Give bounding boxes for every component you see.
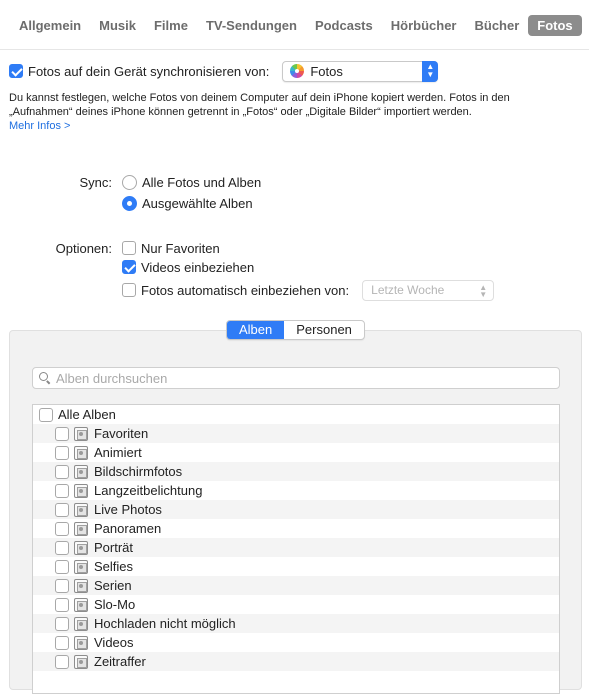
album-label: Animiert bbox=[94, 445, 142, 460]
album-icon bbox=[74, 560, 88, 574]
sync-mode-label: Sync: bbox=[79, 175, 112, 190]
album-search-field bbox=[32, 367, 560, 389]
album-label: Porträt bbox=[94, 540, 134, 555]
album-row[interactable] bbox=[33, 500, 559, 519]
album-label: Favoriten bbox=[94, 426, 149, 441]
videos-checkbox[interactable] bbox=[122, 260, 136, 274]
sync-all-radio[interactable] bbox=[122, 175, 137, 190]
album-label: Langzeitbelichtung bbox=[94, 483, 203, 498]
more-info-link[interactable]: Mehr Infos > bbox=[9, 120, 71, 132]
album-checkbox[interactable] bbox=[55, 579, 69, 593]
tab-hoerbuecher[interactable]: Hörbücher bbox=[390, 18, 457, 33]
sync-source-select[interactable] bbox=[282, 61, 438, 82]
album-label: Slo-Mo bbox=[94, 597, 136, 612]
all-albums-label: Alle Alben bbox=[58, 407, 116, 422]
album-checkbox[interactable] bbox=[55, 484, 69, 498]
album-row[interactable] bbox=[33, 462, 559, 481]
tabs bbox=[10, 15, 582, 36]
album-label: Hochladen nicht möglich bbox=[94, 616, 236, 631]
tab-bar bbox=[0, 0, 589, 50]
sync-photos-label: Fotos auf dein Gerät synchronisieren von: bbox=[28, 63, 270, 79]
album-label: Zeitraffer bbox=[94, 654, 146, 669]
all-albums-row[interactable] bbox=[33, 405, 559, 424]
select-arrows-icon: ▲ ▼ bbox=[422, 61, 438, 82]
sync-info-line-1: Du kannst festlegen, welche Fotos von deinem Computer auf dein iPhone kopiert werden. Fotos in den bbox=[9, 92, 510, 104]
album-icon bbox=[74, 484, 88, 498]
tab-filme[interactable]: Filme bbox=[153, 18, 188, 33]
album-icon bbox=[74, 636, 88, 650]
albums-people-segmented-control bbox=[226, 320, 365, 340]
album-row[interactable] bbox=[33, 519, 559, 538]
album-row[interactable] bbox=[33, 481, 559, 500]
favorites-label: Nur Favoriten bbox=[141, 240, 220, 256]
album-icon bbox=[74, 617, 88, 631]
album-icon bbox=[74, 465, 88, 479]
select-arrows-icon: ▲ ▼ bbox=[479, 282, 488, 299]
album-checkbox[interactable] bbox=[55, 465, 69, 479]
favorites-checkbox[interactable] bbox=[122, 241, 136, 255]
sync-selected-radio[interactable] bbox=[122, 196, 137, 211]
options-label: Optionen: bbox=[55, 241, 112, 256]
album-list bbox=[32, 404, 560, 694]
sync-info-text bbox=[9, 91, 579, 119]
tab-allgemein[interactable]: Allgemein bbox=[19, 18, 82, 33]
album-row[interactable] bbox=[33, 652, 559, 671]
album-row[interactable] bbox=[33, 538, 559, 557]
sync-photos-row bbox=[9, 60, 438, 82]
album-checkbox[interactable] bbox=[55, 617, 69, 631]
album-label: Panoramen bbox=[94, 521, 162, 536]
favorites-option[interactable] bbox=[122, 239, 220, 257]
auto-include-label: Fotos automatisch einbeziehen von: bbox=[141, 282, 350, 298]
album-label: Bildschirmfotos bbox=[94, 464, 183, 479]
videos-option[interactable] bbox=[122, 258, 254, 276]
album-checkbox[interactable] bbox=[55, 446, 69, 460]
album-row[interactable] bbox=[33, 595, 559, 614]
album-label: Videos bbox=[94, 635, 134, 650]
segment-people[interactable]: Personen bbox=[296, 322, 352, 337]
album-checkbox[interactable] bbox=[55, 598, 69, 612]
album-icon bbox=[74, 655, 88, 669]
album-search-input[interactable] bbox=[56, 371, 546, 386]
album-row[interactable] bbox=[33, 614, 559, 633]
album-row[interactable] bbox=[33, 557, 559, 576]
sync-selected-option[interactable] bbox=[122, 194, 253, 212]
album-checkbox[interactable] bbox=[55, 522, 69, 536]
photos-app-icon bbox=[290, 64, 304, 78]
sync-info-line-2: „Aufnahmen“ deines iPhone können getrennt in „Fotos“ oder „Digitale Bilder“ importiert werden. bbox=[9, 106, 472, 118]
all-albums-checkbox[interactable] bbox=[39, 408, 53, 422]
album-checkbox[interactable] bbox=[55, 655, 69, 669]
tab-musik[interactable]: Musik bbox=[99, 18, 136, 33]
album-row[interactable] bbox=[33, 443, 559, 462]
search-icon bbox=[39, 372, 51, 384]
tab-podcasts[interactable]: Podcasts bbox=[314, 18, 373, 33]
album-row[interactable] bbox=[33, 576, 559, 595]
album-icon bbox=[74, 503, 88, 517]
auto-include-period-select[interactable] bbox=[362, 280, 494, 301]
auto-include-option bbox=[122, 279, 494, 301]
album-row[interactable] bbox=[33, 424, 559, 443]
tab-buecher[interactable]: Bücher bbox=[474, 18, 520, 33]
album-icon bbox=[74, 522, 88, 536]
album-icon bbox=[74, 427, 88, 441]
sync-source-value: Fotos bbox=[310, 63, 343, 79]
album-icon bbox=[74, 598, 88, 612]
album-checkbox[interactable] bbox=[55, 636, 69, 650]
segment-albums[interactable]: Alben bbox=[227, 321, 284, 339]
album-checkbox[interactable] bbox=[55, 541, 69, 555]
sync-all-option[interactable] bbox=[122, 173, 261, 191]
tab-tv-sendungen[interactable]: TV-Sendungen bbox=[205, 18, 297, 33]
album-checkbox[interactable] bbox=[55, 503, 69, 517]
sync-selected-label: Ausgewählte Alben bbox=[142, 195, 253, 211]
sync-all-label: Alle Fotos und Alben bbox=[142, 174, 262, 190]
auto-include-checkbox[interactable] bbox=[122, 283, 136, 297]
album-label: Serien bbox=[94, 578, 132, 593]
sync-photos-checkbox[interactable] bbox=[9, 64, 23, 78]
album-checkbox[interactable] bbox=[55, 560, 69, 574]
album-row[interactable] bbox=[33, 633, 559, 652]
album-label: Selfies bbox=[94, 559, 134, 574]
album-icon bbox=[74, 579, 88, 593]
tab-fotos[interactable]: Fotos bbox=[528, 15, 581, 36]
album-icon bbox=[74, 446, 88, 460]
album-icon bbox=[74, 541, 88, 555]
videos-label: Videos einbeziehen bbox=[141, 259, 255, 275]
album-checkbox[interactable] bbox=[55, 427, 69, 441]
album-label: Live Photos bbox=[94, 502, 162, 517]
auto-include-period-value: Letzte Woche bbox=[371, 283, 445, 297]
